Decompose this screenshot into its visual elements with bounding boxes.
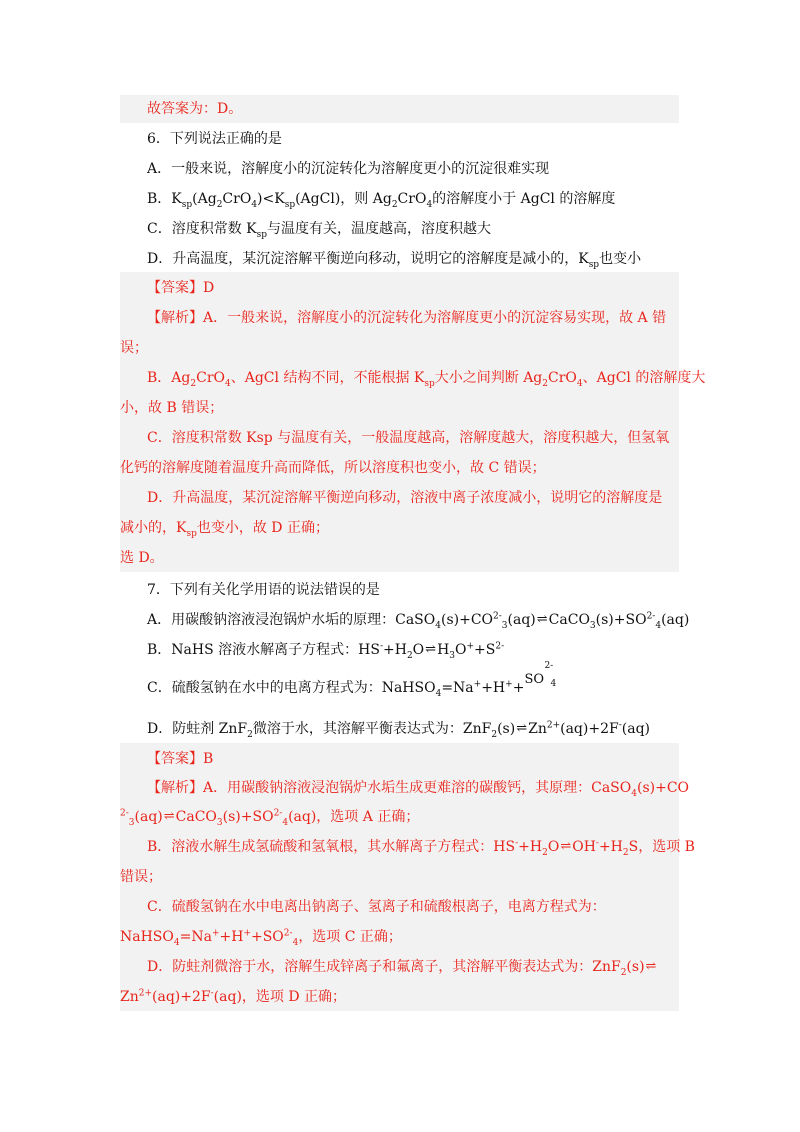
- q6-analysis-2: 误；: [120, 340, 148, 356]
- q7-option-a: A．用碳酸钠溶液浸泡锅炉水垢的原理：$CaSO_4(s)+CO^{2-}_3(aq)\rightleftharpoons CaCO_3(s)+SO^{2-}_4(aq)$: [147, 611, 690, 631]
- q6-analysis-4: 小，故 B 错误；: [120, 400, 224, 416]
- q6-option-c: C．溶度积常数 $K_{sp}$与温度有关，温度越高，溶度积越大: [147, 221, 492, 240]
- q7-analysis-7: D．防蛀剂微溶于水，溶解生成锌离子和氟离子，其溶解平衡表达式为：ZnF$_2$(s)⇌: [147, 959, 657, 978]
- equilibrium-arrow-icon: ⇌: [560, 839, 572, 854]
- q6-option-b: B．$K_{sp}(Ag_2CrO_4)<K_{sp}(AgCl)$，则 $Ag_2CrO_4$的溶解度小于 AgCl 的溶解度: [147, 191, 616, 210]
- answer-block-prev: [120, 95, 679, 123]
- q7-analysis-8: $Zn^{2+}(aq)+2F^-(aq)$，选项 D 正确；: [120, 988, 347, 1005]
- q6-analysis-6: 化钙的溶解度随着温度升高而降低，所以溶度积也变小，故 C 错误；: [120, 460, 546, 476]
- q7-analysis-6: $NaHSO_4=Na^++H^++SO^{2-}_4$，选项 C 正确；: [120, 928, 402, 948]
- q7-analysis-5: C．硫酸氢钠在水中电离出钠离子、氢离子和硫酸根离子，电离方程式为：: [147, 899, 606, 915]
- q7-answer: 【答案】B: [147, 751, 214, 767]
- prev-answer-line: 故答案为：D。: [147, 101, 243, 117]
- equilibrium-arrow-icon: ⇌: [536, 612, 548, 627]
- q6-analysis-8: 减小的，$K_{sp}$也变小，故 D 正确；: [120, 520, 329, 539]
- q6-analysis-1: 【解析】A．一般来说，溶解度小的沉淀转化为溶解度更小的沉淀容易实现，故 A 错: [147, 310, 667, 326]
- q7-option-b: B．NaHS 溶液水解离子方程式：$HS^-+H_2O\rightleftharpoons H_3O^++S^{2-}$: [147, 641, 505, 661]
- q6-analysis-3: B．$Ag_2CrO_4$、AgCl 结构不同，不能根据 $K_{sp}$大小之间判断 $Ag_2CrO_4$、AgCl 的溶解度大: [147, 370, 706, 389]
- q6-stem: 6．下列说法正确的是: [147, 131, 282, 147]
- q6-analysis-5: C．溶度积常数 Ksp 与温度有关，一般温度越高，溶解度越大，溶度积越大，但氢氧: [147, 430, 670, 446]
- q6-answer: 【答案】D: [147, 280, 215, 296]
- q7-option-d: D．防蛀剂 ZnF$_2$微溶于水，其溶解平衡表达式为：$ZnF_2(s)\rightleftharpoons Zn^{2+}(aq)+2F^-(aq)$: [147, 720, 650, 740]
- q7-stem: 7．下列有关化学用语的说法错误的是: [147, 582, 380, 598]
- equilibrium-arrow-icon: ⇌: [645, 959, 657, 974]
- q7-option-c: C．硫酸氢钠在水中的电离方程式为：NaHSO$_4$=Na++H++ SO 2- 4: [147, 661, 557, 699]
- q6-option-a: A．一般来说，溶解度小的沉淀转化为溶解度更小的沉淀很难实现: [147, 161, 550, 177]
- equilibrium-arrow-icon: ⇌: [516, 721, 528, 736]
- q7-analysis-3: B．溶液水解生成氢硫酸和氢氧根，其水解离子方程式：$HS^-+H_2O\rightleftharpoons OH^-+H_2S$，选项 B: [147, 838, 695, 858]
- q6-analysis-7: D．升高温度，某沉淀溶解平衡逆向移动，溶液中离子浓度减小，说明它的溶解度是: [147, 490, 663, 506]
- q6-option-d: D．升高温度，某沉淀溶解平衡逆向移动，说明它的溶解度是减小的，$K_{sp}$也变小: [147, 251, 642, 270]
- q6-analysis-9: 选 D。: [120, 550, 164, 566]
- equilibrium-arrow-icon: ⇌: [425, 642, 437, 657]
- q7-analysis-1: 【解析】A．用碳酸钠溶液浸泡锅炉水垢生成更难溶的碳酸钙，其原理：CaSO$_4$(s)+CO: [147, 780, 690, 799]
- q7-answer-block: [120, 743, 695, 1011]
- equilibrium-arrow-icon: ⇌: [163, 809, 175, 824]
- q7-analysis-4: 错误；: [120, 869, 162, 885]
- q6-answer-block: [120, 272, 706, 572]
- q7-analysis-2: $^{2-}_3(aq)\rightleftharpoons CaCO_3(s)+SO^{2-}_4(aq)$，选项 A 正确；: [120, 808, 420, 828]
